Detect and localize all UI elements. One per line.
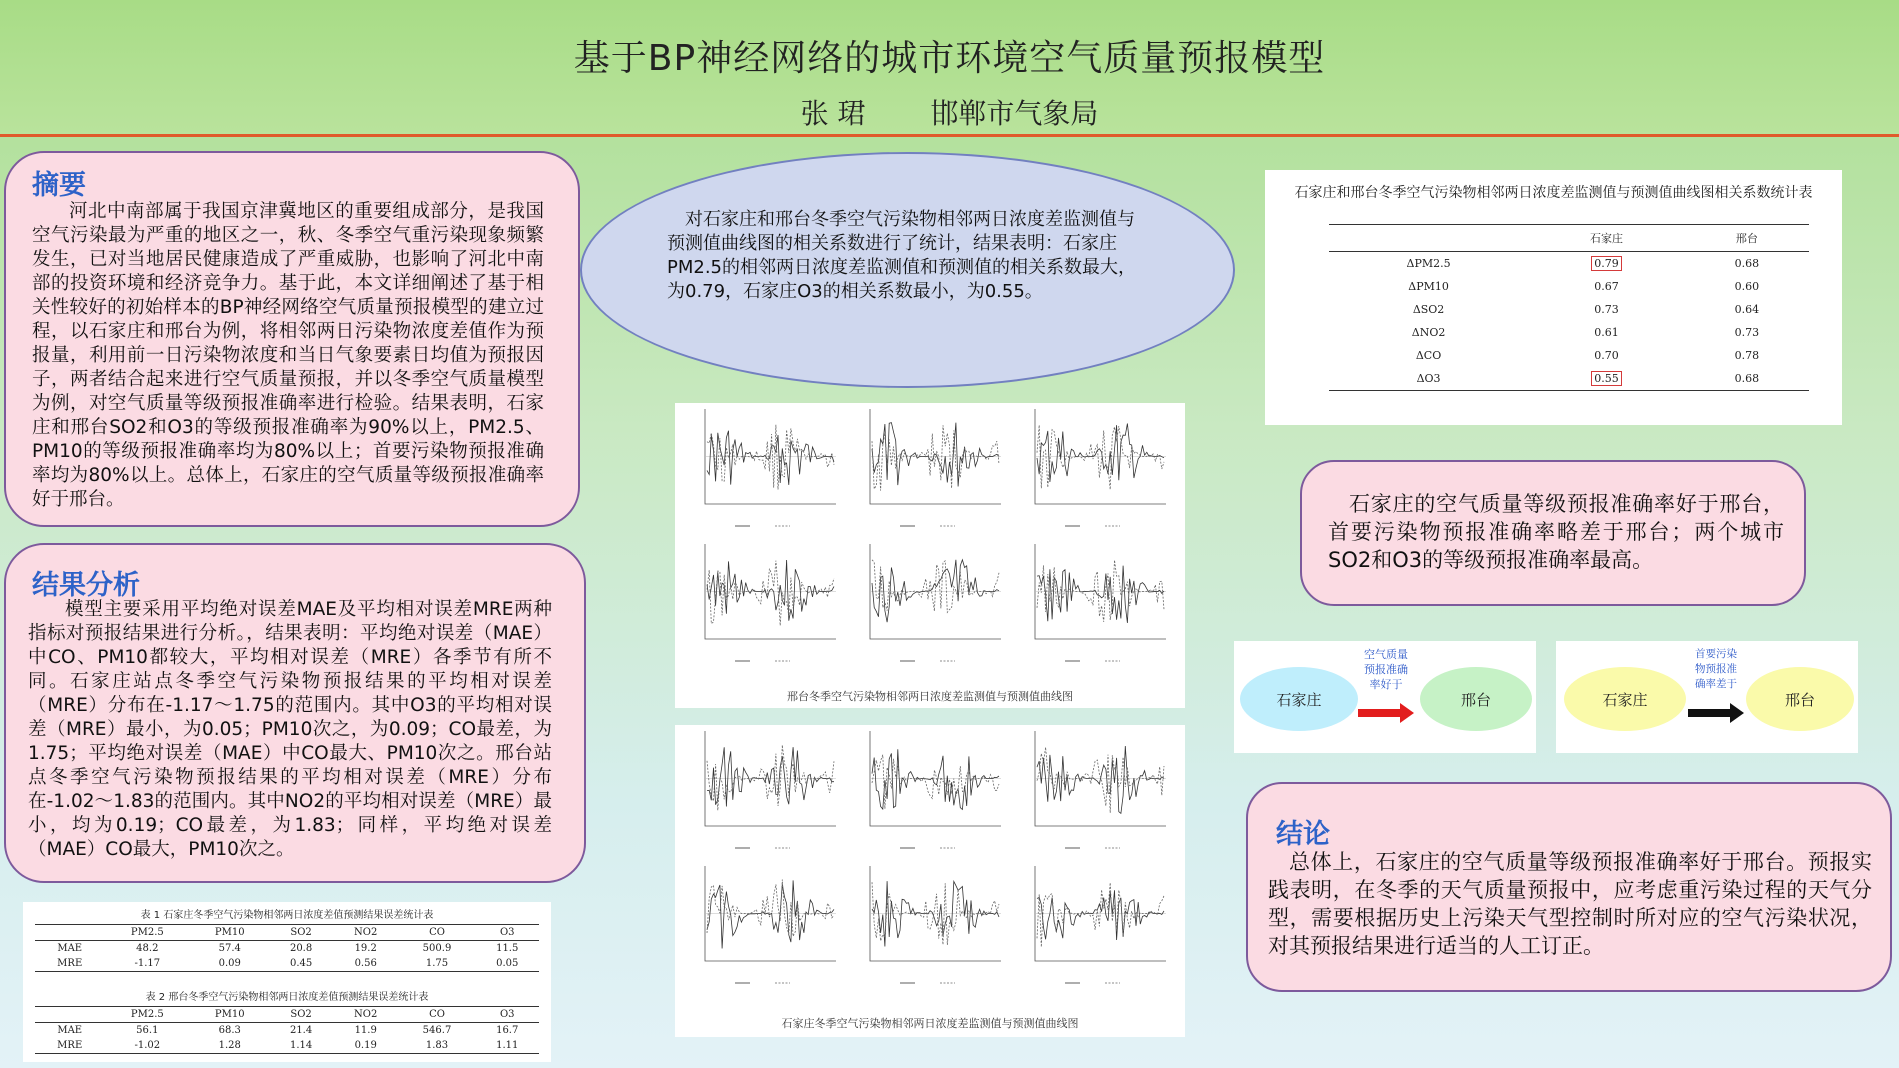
- conclusion-text: 总体上，石家庄的空气质量等级预报准确率好于邢台。预报实践表明，在冬季的天气质量预报中，应考虑重污染过程的天气分型，需要根据历史上污染天气型控制时所对应的空气污染状况，对其预报结果进行适当的人工订正。: [1268, 850, 1872, 958]
- table-cell-value: 11.9: [354, 1025, 377, 1036]
- table-cell: [35, 1023, 104, 1039]
- table-cell: [1329, 275, 1528, 298]
- predicted-curve: [707, 425, 834, 490]
- table-header-cell: [1329, 225, 1528, 252]
- table-header-row: [35, 925, 539, 941]
- table-cell-value: MAE: [57, 943, 83, 954]
- table-cell: [1329, 298, 1528, 321]
- table-cell-value: 1.28: [218, 1040, 241, 1051]
- corr-table-wrap: [1329, 224, 1809, 391]
- table-cell: [475, 1023, 539, 1039]
- curve-subplot: [1035, 731, 1166, 848]
- table-cell-value: 0.09: [218, 958, 241, 969]
- table-cell: [1528, 367, 1685, 390]
- observed-curve: [872, 749, 999, 809]
- table-cell: [269, 941, 333, 957]
- predicted-curve: [707, 561, 834, 626]
- table-header-cell: [35, 925, 104, 941]
- table2-wrap: [35, 1006, 539, 1054]
- table-cell: [1528, 275, 1685, 298]
- table-cell-value: -1.02: [134, 1040, 161, 1051]
- table-cell: [475, 941, 539, 957]
- table-cell: [35, 956, 104, 971]
- curve-subplot: [1035, 409, 1166, 526]
- comp1-arrow-icon: [1356, 701, 1416, 725]
- table-cell-value: 0.73: [1734, 326, 1760, 339]
- table-cell-value: 0.61: [1594, 326, 1619, 339]
- curve-subplot: [705, 731, 836, 848]
- table-header-cell: NO2: [354, 927, 378, 938]
- table-cell-value: 48.2: [136, 943, 159, 954]
- predicted-curve: [872, 755, 999, 809]
- comp2-right-oval: 邢台: [1746, 667, 1854, 731]
- table-cell-value: 0.45: [289, 958, 313, 969]
- table-cell: [104, 956, 190, 971]
- curve-subplot: [705, 409, 836, 526]
- comp2-arrow-icon: [1686, 701, 1746, 725]
- table-cell: [1685, 298, 1809, 321]
- abstract-text: 河北中南部属于我国京津冀地区的重要组成部分，是我国空气污染最为严重的地区之一，秋、冬季空气重污染现象频繁发生，已对当地居民健康造成了严重威胁，也影响了河北中南部的投资环境和经济竞争力。基于此，本文详细阐述了基于相关性较好的初始样本的BP神经网络空气质量预报模型的建立过程，以石家庄和邢台为例，将相邻两日污染物浓度差值作为预报量，利用前一日污染物浓度和当日气象要素日均值为预报因子，两者结合起来进行空气质量预报，并以冬季空气质量模型为例，对空气质量等级预报准确率进行检验。结果表明，石家庄和邢台SO2和O3的等级预报准确率为90%以上，PM2.5、PM10的等级预报准确率均为80%以上；首要污染物预报准确率均为80%以上。总体上，石家庄的空气质量等级预报准确率好于邢台。: [32, 201, 544, 510]
- table-cell-value: 16.7: [496, 1025, 519, 1036]
- table-cell: [1329, 321, 1528, 344]
- results-title: 结果分析: [32, 570, 140, 601]
- curve-subplot: [870, 731, 1001, 848]
- table-cell-value: 0.55: [1594, 372, 1619, 385]
- table-header-cell: CO: [429, 927, 445, 938]
- table-cell: [1685, 367, 1809, 390]
- observed-curve: [1037, 746, 1164, 813]
- table-cell: [190, 941, 269, 957]
- table-cell-value: 0.64: [1734, 303, 1760, 316]
- table-cell-value: 500.9: [422, 943, 452, 954]
- table1-wrap: [35, 924, 539, 972]
- curve-subplot: [870, 866, 1001, 983]
- table-header-cell: CO: [429, 1009, 445, 1020]
- comparison-panel-primary-pollutant: [1556, 641, 1858, 753]
- curve-subplot: [870, 544, 1001, 661]
- author-line: [0, 92, 1899, 132]
- table-cell-value: MRE: [57, 958, 83, 969]
- xingtai-figure-caption: 邢台冬季空气污染物相邻两日浓度差监测值与预测值曲线图: [787, 690, 1073, 703]
- table-cell-value: 1.75: [425, 958, 449, 969]
- table-header-cell: 石家庄: [1589, 232, 1623, 245]
- table-cell: [1528, 298, 1685, 321]
- xingtai-curve-grid: [675, 403, 1185, 683]
- table-cell: [104, 1023, 190, 1039]
- table-row: [1329, 252, 1809, 276]
- curve-subplot: [1035, 544, 1166, 661]
- correlation-table-panel: [1265, 170, 1842, 425]
- table1: [35, 925, 539, 971]
- table-cell: [1685, 275, 1809, 298]
- table-header-cell: SO2: [290, 927, 312, 938]
- author-name: 张 珺: [800, 97, 866, 130]
- table-cell-value: ΔSO2: [1412, 303, 1445, 316]
- table-cell-value: 19.2: [354, 943, 377, 954]
- table-cell-value: 0.68: [1734, 257, 1760, 270]
- observed-curve: [707, 747, 834, 806]
- table-cell-value: 0.78: [1734, 349, 1760, 362]
- table-header-cell: PM10: [214, 1009, 245, 1020]
- table-cell: [1329, 344, 1528, 367]
- observed-curve: [707, 560, 834, 621]
- table-cell: [190, 1023, 269, 1039]
- table-cell: [35, 1038, 104, 1053]
- table-cell: [269, 956, 333, 971]
- table-cell-value: MAE: [57, 1025, 83, 1036]
- table-header-cell: SO2: [290, 1009, 312, 1020]
- table-row: [35, 1023, 539, 1039]
- header-divider: [0, 134, 1899, 137]
- table-cell-value: 1.11: [496, 1040, 519, 1051]
- predicted-curve: [707, 880, 834, 937]
- table-header-cell: O3: [499, 927, 515, 938]
- table-row: [35, 941, 539, 957]
- table-cell: [35, 941, 104, 957]
- table-cell-value: ΔO3: [1416, 372, 1441, 385]
- table-cell: [399, 941, 476, 957]
- predicted-curve: [1037, 560, 1164, 622]
- comp1-left-oval: 石家庄: [1240, 667, 1358, 731]
- table-cell-value: MRE: [57, 1040, 83, 1051]
- predicted-curve: [1037, 883, 1164, 947]
- error-tables-panel: [23, 902, 551, 1062]
- table-header-cell: PM10: [214, 927, 245, 938]
- table-cell-value: 20.8: [289, 943, 313, 954]
- table-cell-value: 68.3: [218, 1025, 241, 1036]
- curve-subplot: [870, 409, 1001, 526]
- table-cell-value: 0.60: [1734, 280, 1760, 293]
- table-cell: [475, 1038, 539, 1053]
- curve-subplot: [1035, 866, 1166, 983]
- poster-title: 基于BP神经网络的城市环境空气质量预报模型: [573, 38, 1326, 79]
- sjz-curve-grid: [675, 725, 1185, 1011]
- table-cell-value: 56.1: [136, 1025, 159, 1036]
- abstract-title: 摘要: [32, 170, 86, 201]
- table-cell: [269, 1023, 333, 1039]
- table-cell: [1685, 344, 1809, 367]
- table-cell: [399, 1023, 476, 1039]
- table-header-cell: O3: [499, 1009, 515, 1020]
- summary-text: 石家庄的空气质量等级预报准确率好于邢台，首要污染物预报准确率略差于邢台；两个城市SO2和O3的等级预报准确率最高。: [1328, 492, 1784, 572]
- table-cell-value: 0.19: [354, 1040, 377, 1051]
- predicted-curve: [872, 425, 999, 490]
- table-cell-value: 0.79: [1594, 257, 1619, 270]
- table-cell-value: ΔCO: [1415, 349, 1442, 362]
- table-row: [1329, 321, 1809, 344]
- table-cell-value: ΔPM10: [1408, 280, 1449, 293]
- results-text: 模型主要采用平均绝对误差MAE及平均相对误差MRE两种指标对预报结果进行分析。，结果表明：平均绝对误差（MAE）中CO、PM10都较大，平均相对误差（MRE）各季节有所不同。石家庄站点冬季空气污染物预报结果的平均相对误差（MRE）分布在-1.17～1.75的范围内。其中O3的平均相对误差（MRE）最小，为0.05；PM10次之，为0.09；CO最差，为1.75；平均绝对误差（MAE）中CO最大、PM10次之。邢台站点冬季空气污染物预报结果的平均相对误差（MRE）分布在-1.02～1.83的范围内。其中NO2的平均相对误差（MRE）最小，均为0.19；CO最差，为1.83；同样，平均绝对误差（MAE）CO最大，PM10次之。: [28, 599, 552, 860]
- table-cell: [333, 956, 399, 971]
- table-row: [1329, 298, 1809, 321]
- table-row: [35, 1038, 539, 1053]
- table1-title: 表 1 石家庄冬季空气污染物相邻两日浓度差值预测结果误差统计表: [140, 910, 434, 921]
- table-header-cell: 邢台: [1735, 232, 1758, 245]
- table-row: [1329, 275, 1809, 298]
- table-header-cell: PM2.5: [130, 1009, 164, 1020]
- comp1-label: 空气质量预报准确率好于: [1364, 648, 1408, 691]
- table-header-cell: NO2: [354, 1009, 378, 1020]
- comparison-panel-quality: [1234, 641, 1536, 753]
- table-cell-value: 0.56: [354, 958, 377, 969]
- table-cell: [1528, 321, 1685, 344]
- table-cell: [333, 1038, 399, 1053]
- table2-title: 表 2 邢台冬季空气污染物相邻两日浓度差值预测结果误差统计表: [145, 992, 429, 1003]
- table-cell-value: 0.67: [1594, 280, 1619, 293]
- table-cell-value: ΔNO2: [1411, 326, 1446, 339]
- table-cell-value: 1.14: [289, 1040, 313, 1051]
- table-cell: [104, 941, 190, 957]
- conclusion-title: 结论: [1276, 819, 1330, 850]
- table-header-cell: [35, 1007, 104, 1023]
- table-row: [1329, 367, 1809, 390]
- table-cell: [104, 1038, 190, 1053]
- table-cell: [1528, 252, 1685, 276]
- predicted-curve: [1037, 425, 1164, 489]
- table-cell-value: ΔPM2.5: [1406, 257, 1451, 270]
- table-cell: [190, 956, 269, 971]
- table-cell-value: 57.4: [218, 943, 241, 954]
- table-cell-value: -1.17: [134, 958, 161, 969]
- table-cell: [1329, 252, 1528, 276]
- table-row: [1329, 344, 1809, 367]
- table-cell: [475, 956, 539, 971]
- curve-subplot: [705, 866, 836, 983]
- author-affiliation: 邯郸市气象局: [930, 97, 1099, 130]
- table-cell-value: 546.7: [422, 1025, 452, 1036]
- corr-table-title: 石家庄和邢台冬季空气污染物相邻两日浓度差监测值与预测值曲线图相关系数统计表: [1294, 185, 1813, 201]
- table-row: [35, 956, 539, 971]
- table-cell-value: 0.70: [1594, 349, 1619, 362]
- table-cell-value: 0.73: [1594, 303, 1619, 316]
- table-cell: [399, 1038, 476, 1053]
- comp2-label: 首要污染物预报准确率差于: [1695, 648, 1737, 690]
- table-cell-value: 11.5: [496, 943, 519, 954]
- table-cell-value: 0.05: [496, 958, 519, 969]
- table-cell: [269, 1038, 333, 1053]
- table-cell: [333, 1023, 399, 1039]
- table-cell: [399, 956, 476, 971]
- observed-curve: [872, 423, 999, 487]
- xingtai-figure-panel: [675, 403, 1185, 708]
- table-cell-value: 1.83: [425, 1040, 449, 1051]
- correlation-table: [1329, 225, 1809, 390]
- observed-curve: [1037, 566, 1164, 623]
- table-cell: [1329, 367, 1528, 390]
- table2: [35, 1007, 539, 1053]
- table-header-cell: PM2.5: [130, 927, 164, 938]
- table-cell-value: 21.4: [289, 1025, 313, 1036]
- observed-curve: [707, 880, 834, 948]
- observed-curve: [1037, 424, 1164, 483]
- table-cell: [1685, 252, 1809, 276]
- table-cell: [190, 1038, 269, 1053]
- table-header-row: [35, 1007, 539, 1023]
- table-cell: [333, 941, 399, 957]
- table-cell-value: 0.68: [1734, 372, 1760, 385]
- comp2-left-oval: 石家庄: [1564, 667, 1686, 731]
- curve-subplot: [705, 544, 836, 661]
- table-header-row: [1329, 225, 1809, 252]
- comp1-right-oval: 邢台: [1420, 667, 1532, 731]
- sjz-figure-caption: 石家庄冬季空气污染物相邻两日浓度差监测值与预测值曲线图: [781, 1017, 1079, 1030]
- correlation-summary-text: 对石家庄和邢台冬季空气污染物相邻两日浓度差监测值与预测值曲线图的相关系数进行了统计，结果表明：石家庄PM2.5的相邻两日浓度差监测值和预测值的相关系数最大，为0.79，石家庄O3的相关系数最小，为0.55。: [667, 209, 1137, 302]
- sjz-figure-panel: [675, 725, 1185, 1037]
- table-cell: [1685, 321, 1809, 344]
- table-cell: [1528, 344, 1685, 367]
